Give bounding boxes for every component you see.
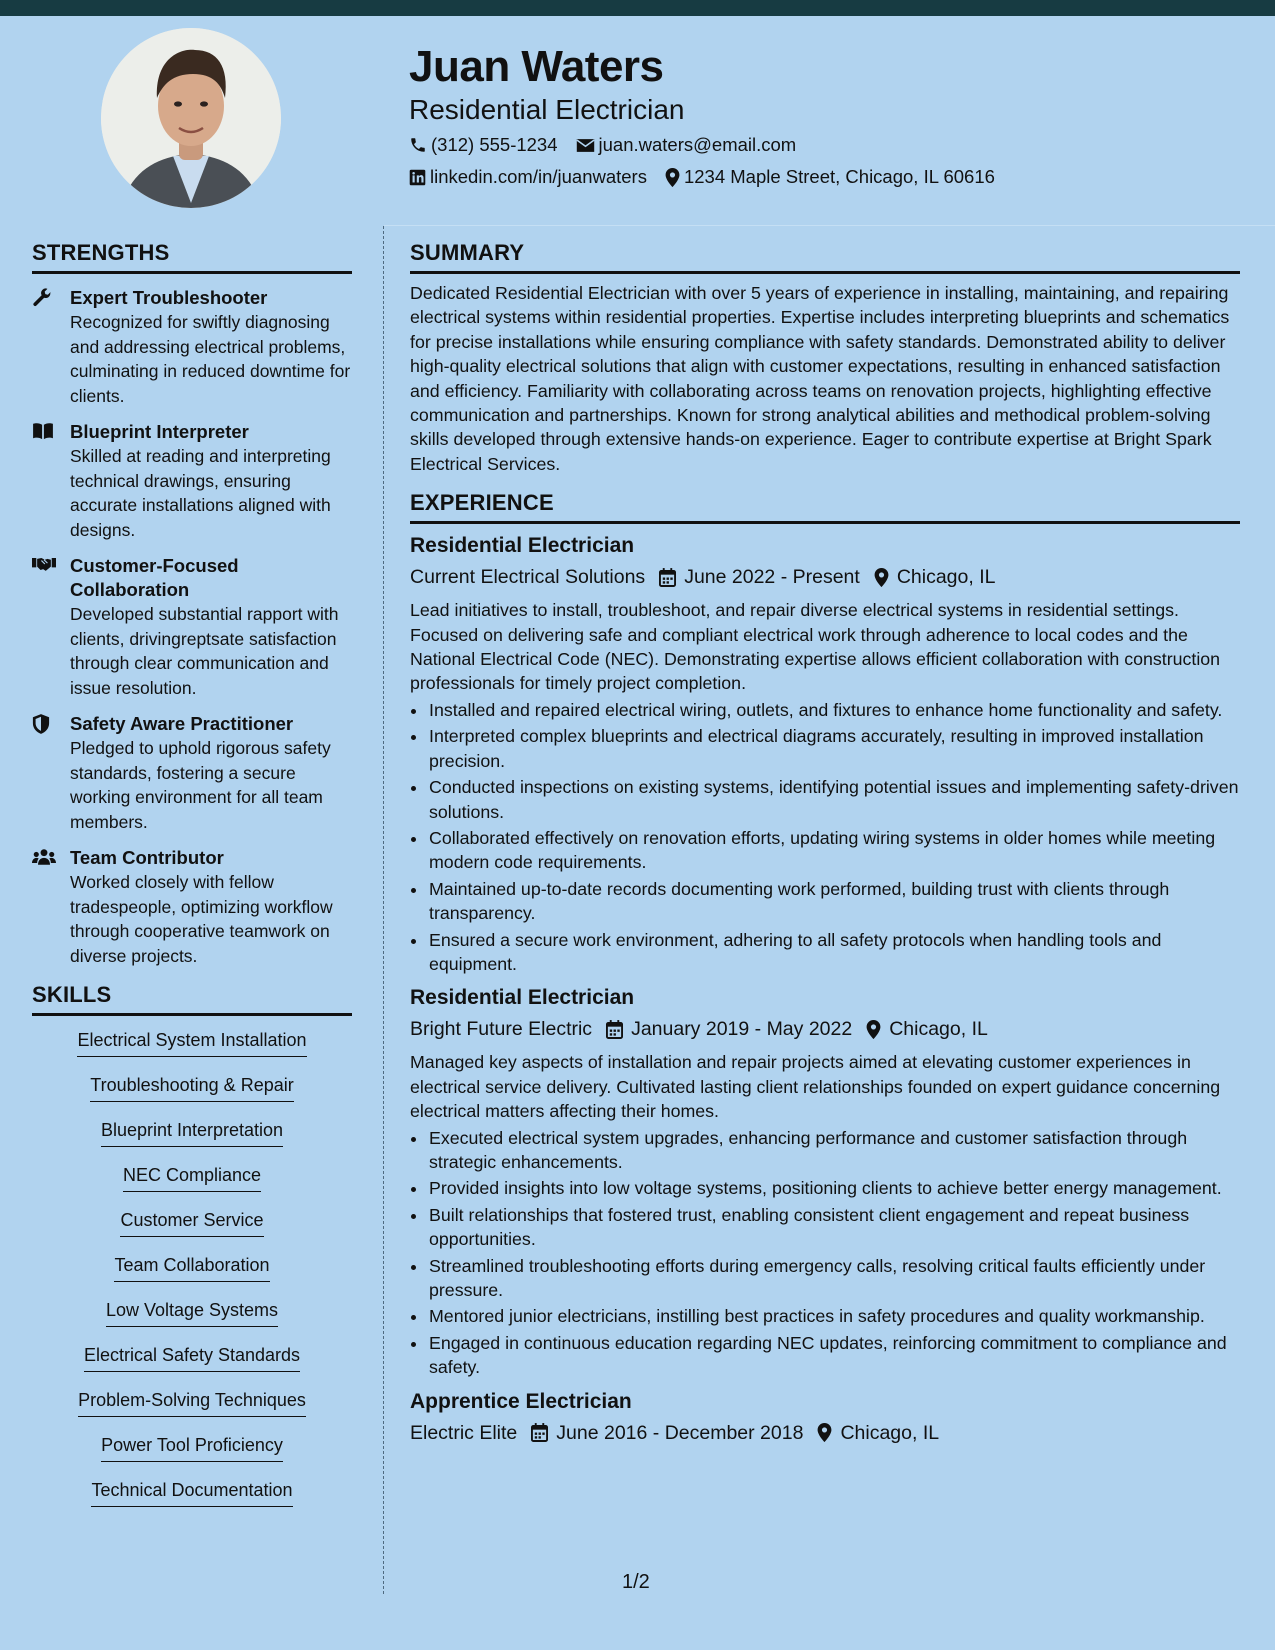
calendar-icon [659,568,676,587]
list-item: • Ensured a secure work environment, adhering to all safety protocols when handling tools and equipment. [428,928,1240,977]
job-description: Managed key aspects of installation and repair projects aimed at elevating customer experiences in electrical service delivery. Cultivated lasting client relationships founded on expert guidance concerning electrical matters affecting their homes. [410,1052,1221,1122]
shield-icon [32,714,50,734]
job-company: Electric Elite [410,1421,518,1444]
job-bullets [410,1126,1240,1380]
job-entry [410,984,1240,1379]
strength-item [32,420,352,542]
experience-heading: EXPERIENCE [410,490,1240,524]
right-column [410,240,1240,1448]
linkedin-text[interactable]: linkedin.com/in/juanwaters [430,166,647,187]
map-pin-icon [665,168,680,187]
job-title: Residential Electrician [410,534,635,558]
email-contact[interactable] [576,134,797,156]
list-item: • Interpreted complex blueprints and electrical diagrams accurately, resulting in improved installation precision. [428,724,1240,773]
job-title: Apprentice Electrician [410,1389,632,1413]
job-dates: June 2016 - December 2018 [556,1421,804,1444]
job-description: Lead initiatives to install, troubleshoot, and repair diverse electrical systems in residential settings. Focused on delivering safe and compliant electrical work through adherence to local codes and the National Electrical Code (NEC). Demonstrating expertise allows efficient collaboration with construction professionals for timely project completion. [410,600,1221,694]
linkedin-contact[interactable] [409,166,647,188]
map-pin-icon [817,1423,832,1442]
book-icon [32,422,54,440]
skill-item: Electrical Safety Standards [32,1345,352,1390]
top-bar [0,0,1275,16]
skill-item: Problem-Solving Techniques [32,1390,352,1435]
column-divider [383,226,384,1594]
header-divider [384,225,1275,226]
list-item: • Mentored junior electricians, instilling best practices in safety procedures and quality workmanship. [428,1304,1240,1328]
left-column [32,240,352,1525]
candidate-name: Juan Waters [409,42,664,91]
summary-heading: SUMMARY [410,240,1240,274]
strength-title: Safety Aware Practitioner [70,713,294,734]
strength-title: Blueprint Interpreter [70,421,249,442]
phone-text: (312) 555-1234 [431,134,558,155]
strength-desc: Recognized for swiftly diagnosing and addressing electrical problems, culminating in reduced downtime for clients. [70,312,351,406]
job-entry [410,532,1240,976]
strength-desc: Pledged to uphold rigorous safety standards, fostering a secure working environment for all team members. [70,738,331,832]
job-location: Chicago, IL [896,566,996,589]
skill-item: Troubleshooting & Repair [32,1075,352,1120]
job-meta [410,1014,1240,1044]
skill-item: Team Collaboration [32,1255,352,1300]
strength-item [32,712,352,834]
contact-row-1 [409,134,814,156]
skills-section [32,982,352,1525]
skill-item: Blueprint Interpretation [32,1120,352,1165]
job-bullets [410,698,1240,976]
list-item: • Streamlined troubleshooting efforts during emergency calls, resolving critical faults efficiently under pressure. [428,1254,1240,1303]
list-item: • Maintained up-to-date records documenting work performed, building trust with clients through transparency. [428,877,1240,926]
job-dates: June 2022 - Present [684,566,860,589]
contact-row-2 [409,166,1013,188]
job-dates: January 2019 - May 2022 [631,1018,853,1041]
list-item: • Collaborated effectively on renovation efforts, updating wiring systems in older homes while meeting modern code requirements. [428,826,1240,875]
job-meta [410,1418,1240,1448]
strength-item [32,846,352,968]
candidate-role: Residential Electrician [409,94,685,125]
strength-desc: Worked closely with fellow tradespeople, optimizing workflow through cooperative teamwork on diverse projects. [70,872,333,966]
skill-item: Power Tool Proficiency [32,1435,352,1480]
job-company: Current Electrical Solutions [410,566,646,589]
profile-photo [101,28,281,208]
list-item: • Engaged in continuous education regarding NEC updates, reinforcing commitment to compliance and safety. [428,1331,1240,1380]
skill-item: NEC Compliance [32,1165,352,1210]
phone-contact [409,134,558,156]
strength-item [32,286,352,408]
address-text: 1234 Maple Street, Chicago, IL 60616 [683,166,995,187]
calendar-icon [531,1423,548,1442]
users-icon [32,848,56,866]
job-meta [410,562,1240,592]
strength-title: Team Contributor [70,847,224,868]
envelope-icon [576,138,595,153]
list-item: • Conducted inspections on existing systems, identifying potential issues and implementing safety-driven solutions. [428,775,1240,824]
skill-item: Technical Documentation [32,1480,352,1525]
job-location: Chicago, IL [840,1421,940,1444]
handshake-icon [32,556,56,572]
address-contact [665,166,995,188]
strength-desc: Skilled at reading and interpreting technical drawings, ensuring accurate installations aligned with designs. [70,446,331,540]
page-number: 1/2 [622,1571,650,1593]
summary-text: Dedicated Residential Electrician with over 5 years of experience in installing, maintaining, and repairing electrical systems within residential properties. Expertise includes interpreting blueprints and schematics for precise installations while ensuring compliance with safety standards. Demonstrated ability to deliver high-quality electrical solutions that align with customer expectations, resulting in enhanced satisfaction and efficiency. Familiarity with collaborating across teams on renovation projects, highlighting effective communication and partnerships. Known for strong analytical abilities and methodical problem-solving skills developed through extensive hands-on experience. Eager to contribute expertise at Bright Spark Electrical Services. [410,283,1230,474]
job-location: Chicago, IL [889,1018,988,1041]
wrench-icon [32,288,52,308]
list-item: • Built relationships that fostered trust, enabling consistent client engagement and repeat business opportunities. [428,1203,1240,1252]
job-title: Residential Electrician [410,986,635,1010]
strengths-heading: STRENGTHS [32,240,352,274]
list-item: • Installed and repaired electrical wiring, outlets, and fixtures to enhance home functionality and safety. [428,698,1240,722]
map-pin-icon [874,568,889,587]
job-entry [410,1388,1240,1448]
skills-list [32,1030,352,1525]
list-item: • Provided insights into low voltage systems, positioning clients to achieve better energy management. [428,1176,1240,1200]
job-company: Bright Future Electric [410,1018,593,1041]
strength-title: Customer-Focused Collaboration [70,555,239,600]
linkedin-icon [409,169,426,186]
skill-item: Electrical System Installation [32,1030,352,1075]
list-item: • Executed electrical system upgrades, enhancing performance and customer satisfaction through strategic enhancements. [428,1126,1240,1175]
email-text[interactable]: juan.waters@email.com [598,134,797,155]
skills-heading: SKILLS [32,982,352,1016]
skill-item: Low Voltage Systems [32,1300,352,1345]
calendar-icon [606,1020,623,1039]
strength-title: Expert Troubleshooter [70,287,268,308]
strength-desc: Developed substantial rapport with clients, drivingreptsate satisfaction through clear communication and issue resolution. [70,604,339,698]
phone-icon [409,136,427,154]
map-pin-icon [866,1020,881,1039]
strength-item [32,554,352,700]
skill-item: Customer Service [32,1210,352,1255]
